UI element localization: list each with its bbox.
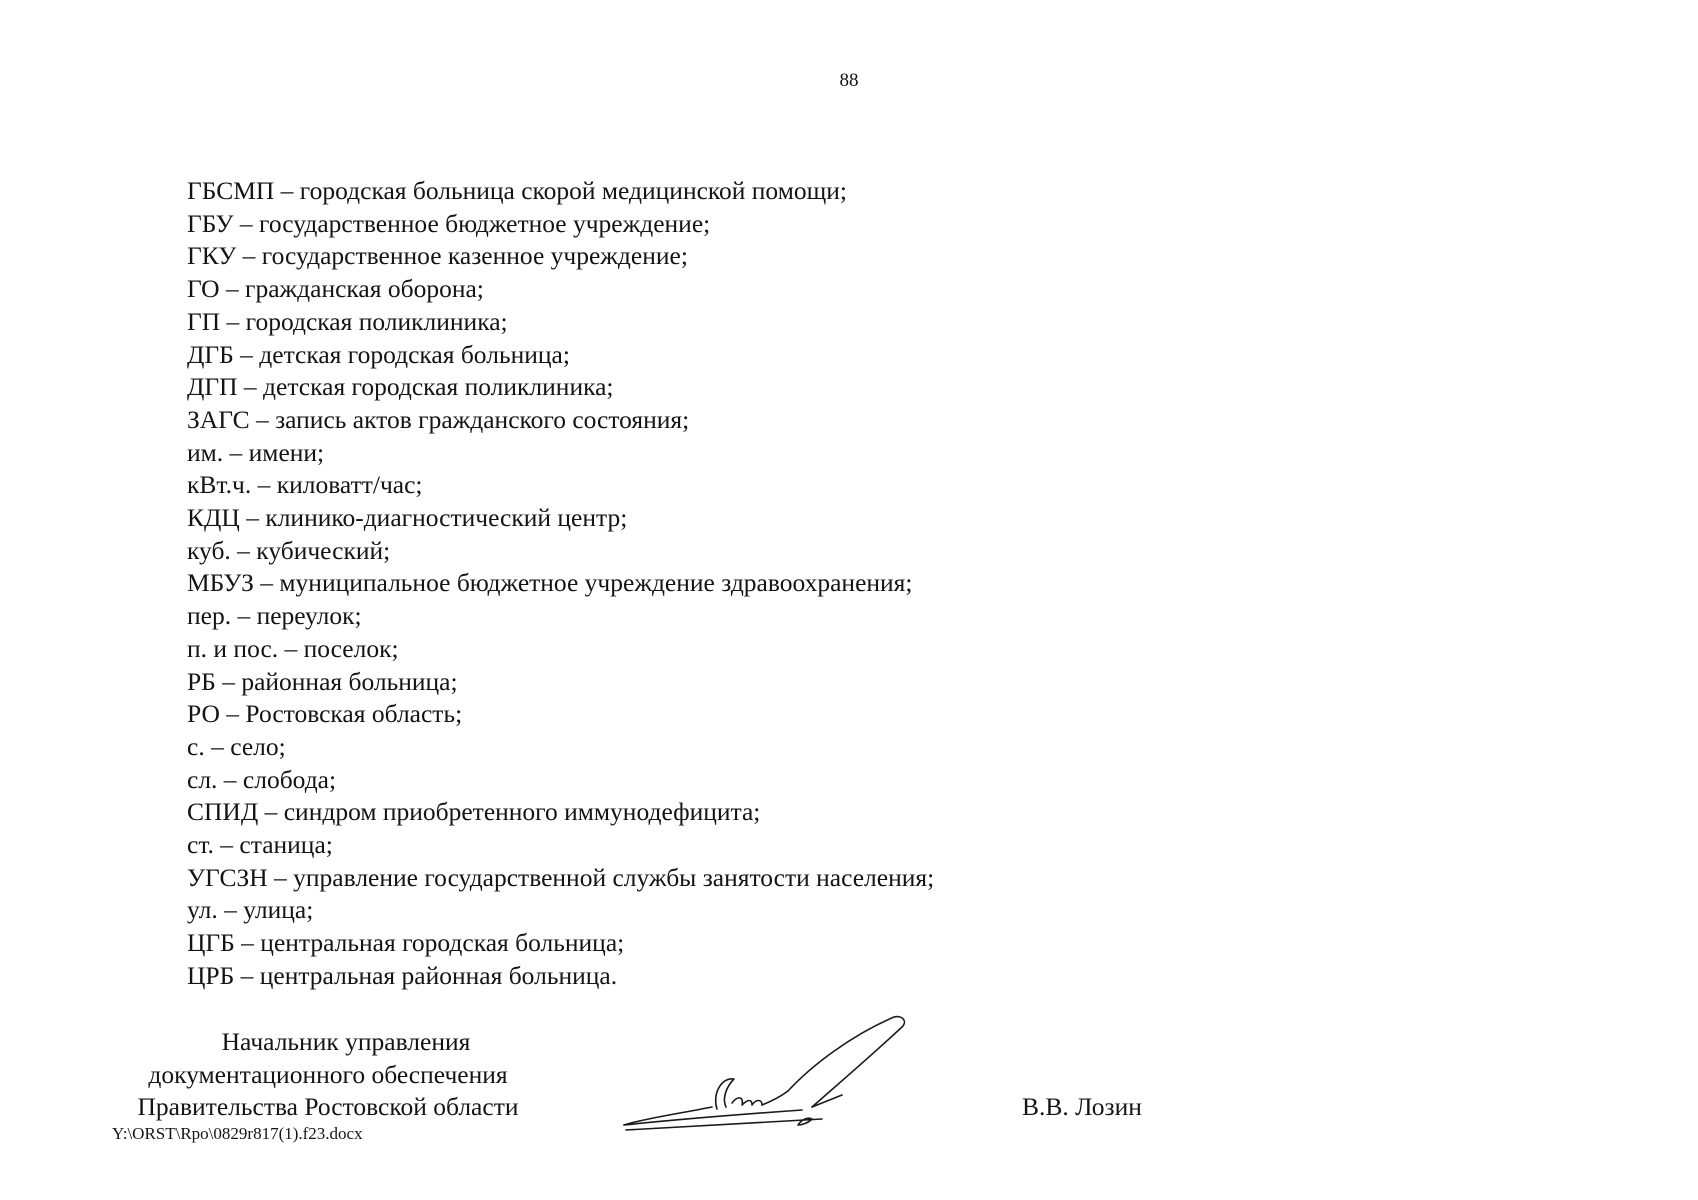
abbreviation-item: ст. – станица;	[187, 830, 333, 860]
abbreviation-item: ГКУ – государственное казенное учреждение;	[187, 241, 688, 271]
abbreviation-item: с. – село;	[187, 731, 286, 761]
abbreviation-item: РБ – районная больница;	[187, 666, 458, 696]
abbreviation-item: СПИД – синдром приобретенного иммунодефицита;	[187, 797, 761, 827]
abbreviation-item: им. – имени;	[187, 437, 325, 467]
position-line: Начальник управления	[221, 1027, 471, 1056]
abbreviation-item: ГБУ – государственное бюджетное учреждение;	[187, 208, 711, 238]
signatory-position	[112, 1026, 544, 1124]
abbreviation-item: УГСЗН – управление государственной службы занятости населения;	[187, 862, 935, 892]
signer-name: В.В. Лозин	[1022, 1092, 1142, 1121]
file-path: Y:\ORST\Rpo\0829r817(1).f23.docx	[112, 1124, 363, 1143]
abbreviation-item: ГО – гражданская оборона;	[187, 274, 484, 304]
abbreviation-item: МБУЗ – муниципальное бюджетное учреждение здравоохранения;	[187, 568, 913, 598]
page-number: 88	[839, 70, 859, 91]
abbreviation-item: сл. – слобода;	[187, 764, 337, 794]
abbreviation-item: КДЦ – клинико-диагностический центр;	[187, 503, 628, 533]
abbreviation-item: ул. – улица;	[187, 895, 314, 925]
position-line: Правительства Ростовской области	[137, 1092, 519, 1122]
abbreviation-item: п. и пос. – поселок;	[187, 633, 399, 663]
handwritten-signature	[622, 1015, 912, 1135]
abbreviation-item: пер. – переулок;	[187, 601, 362, 631]
abbreviation-item: ДГБ – детская городская больница;	[187, 339, 570, 369]
abbreviation-item: кВт.ч. – киловатт/час;	[187, 470, 423, 500]
abbreviation-item: РО – Ростовская область;	[187, 699, 463, 729]
abbreviation-item: ЗАГС – запись актов гражданского состояния;	[187, 404, 690, 434]
abbreviation-item: куб. – кубический;	[187, 535, 391, 565]
abbreviation-item: ГБСМП – городская больница скорой медицинской помощи;	[187, 176, 847, 205]
abbreviation-item: ДГП – детская городская поликлиника;	[187, 372, 614, 402]
position-line: документационного обеспечения	[148, 1059, 508, 1089]
abbreviation-item: ЦГБ – центральная городская больница;	[187, 928, 625, 958]
abbreviation-item: ГП – городская поликлиника;	[187, 306, 508, 336]
abbreviation-item: ЦРБ – центральная районная больница.	[187, 960, 618, 990]
abbreviation-list	[187, 175, 934, 993]
